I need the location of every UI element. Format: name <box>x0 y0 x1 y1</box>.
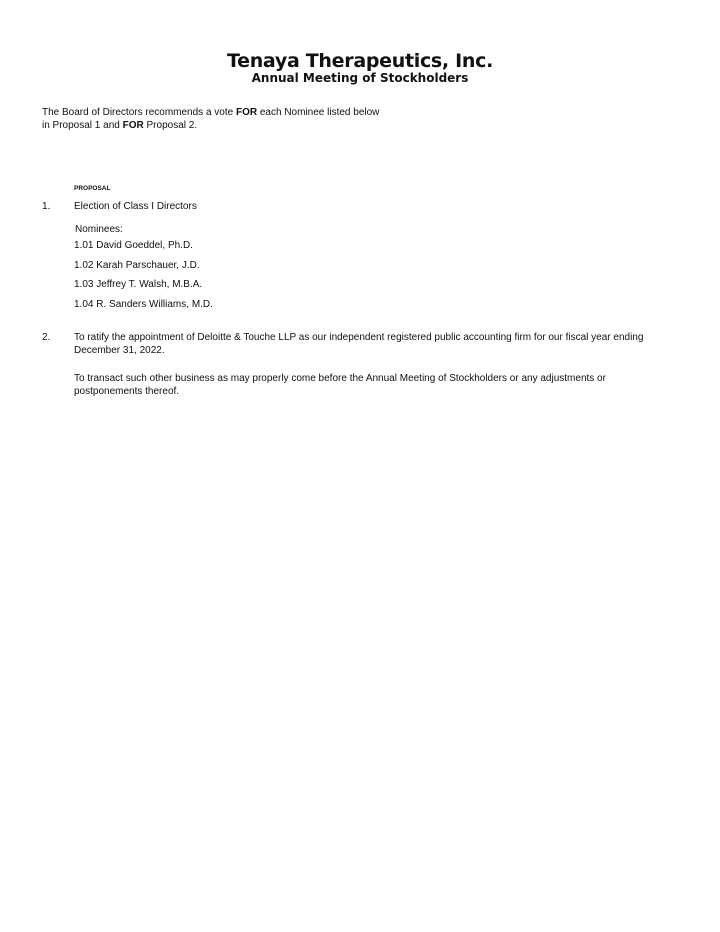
company-name: Tenaya Therapeutics, Inc. <box>226 50 494 72</box>
board-recommendation <box>42 106 382 132</box>
nominee-item: 1.01 David Goeddel, Ph.D. <box>74 240 193 251</box>
recommendation-text-2: each Nominee listed below in Proposal 1 and <box>42 107 380 131</box>
other-business-text: To transact such other business as may properly come before the Annual Meeting of Stockholders or any adjustments or postponements thereof. <box>74 373 606 397</box>
recommendation-for-2: FOR <box>122 120 144 131</box>
proposal-2-text: To ratify the appointment of Deloitte & Touche LLP as our independent registered public accounting firm for our fiscal year ending December 31, 2022. <box>74 332 644 356</box>
recommendation-text-1: The Board of Directors recommends a vote <box>42 107 236 118</box>
nominee-item: 1.03 Jeffrey T. Walsh, M.B.A. <box>74 279 203 290</box>
nominee-item: 1.02 Karah Parschauer, J.D. <box>74 260 200 271</box>
recommendation-text-3: Proposal 2. <box>143 120 198 131</box>
nominee-item: 1.04 R. Sanders Williams, M.D. <box>74 299 213 310</box>
proposal-2-number: 2. <box>42 332 51 343</box>
recommendation-for-1: FOR <box>235 107 258 118</box>
meeting-title: Annual Meeting of Stockholders <box>251 71 469 85</box>
proposal-column-header: PROPOSAL <box>74 185 111 192</box>
proposal-1-number: 1. <box>42 201 51 212</box>
proposal-1-text: Election of Class I Directors <box>74 201 197 212</box>
nominees-label: Nominees: <box>75 224 123 235</box>
